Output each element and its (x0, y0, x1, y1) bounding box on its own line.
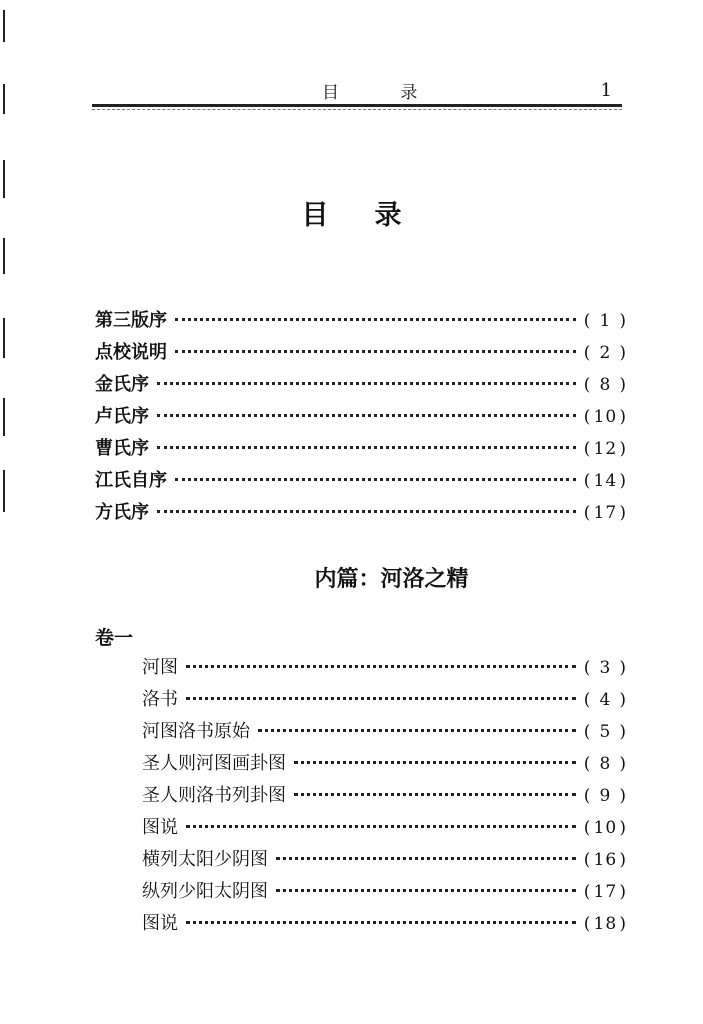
toc-page-number: 12 (593, 439, 618, 459)
toc-entry (142, 781, 627, 813)
toc-entry-label: 图说 (142, 817, 178, 838)
toc-page-number: 1 (599, 311, 612, 331)
toc-page-number: 18 (593, 914, 618, 934)
binding-mark (3, 84, 5, 114)
dot-leader (175, 350, 576, 353)
toc-entry-page: ( 5 ) (583, 722, 627, 742)
dot-leader (258, 729, 576, 732)
toc-page-number: 10 (593, 407, 618, 427)
toc-page-number: 16 (593, 850, 618, 870)
toc-entry (95, 338, 627, 370)
toc-entry (142, 909, 627, 941)
toc-entry-page: ( 14 ) (583, 471, 627, 491)
binding-mark (3, 398, 5, 436)
page-title: 目录 (301, 200, 448, 231)
toc-entry (95, 402, 627, 434)
toc-entry-label: 金氏序 (95, 374, 149, 395)
toc-entry-label: 河图洛书原始 (142, 721, 250, 742)
dot-leader (157, 446, 576, 449)
toc-entry (95, 306, 627, 338)
toc-entry-label: 点校说明 (95, 342, 167, 363)
toc-page-number: 5 (599, 722, 612, 742)
toc-entry (95, 466, 627, 498)
toc-entry-label: 纵列少阳太阴图 (142, 881, 268, 902)
volume-label: 卷一 (95, 627, 134, 649)
toc-entry-label: 横列太阳少阴图 (142, 849, 268, 870)
binding-mark (3, 318, 5, 358)
toc-page-number: 4 (599, 690, 612, 710)
toc-entry-page: ( 1 ) (583, 311, 627, 331)
toc-entry (142, 845, 627, 877)
toc-entry-page: ( 17 ) (583, 503, 627, 523)
toc-entry-page: ( 10 ) (583, 407, 627, 427)
dot-leader (186, 665, 576, 668)
dot-leader (186, 825, 576, 828)
toc-page-number: 2 (599, 343, 612, 363)
toc-entry (95, 370, 627, 402)
toc-entry-page: ( 12 ) (583, 439, 627, 459)
dot-leader (294, 793, 576, 796)
binding-mark (3, 238, 5, 274)
dot-leader (186, 697, 576, 700)
toc-page-number: 17 (593, 503, 618, 523)
dot-leader (276, 889, 576, 892)
toc-entry-page: ( 4 ) (583, 690, 627, 710)
dot-leader (276, 857, 576, 860)
toc-entry-label: 江氏自序 (95, 470, 167, 491)
toc-entry-label: 第三版序 (95, 310, 167, 331)
dot-leader (294, 761, 576, 764)
header-rule-secondary (92, 109, 622, 110)
running-head-title: 目 录 (322, 83, 446, 103)
toc-entry-label: 方氏序 (95, 502, 149, 523)
toc-entry-label: 曹氏序 (95, 438, 149, 459)
toc-entry-page: ( 8 ) (583, 754, 627, 774)
toc-entry (142, 717, 627, 749)
toc-page-number: 8 (599, 375, 612, 395)
toc-entry-page: ( 16 ) (583, 850, 627, 870)
dot-leader (175, 478, 576, 481)
toc-entry (142, 685, 627, 717)
dot-leader (157, 382, 576, 385)
section-title: 内篇：河洛之精 (314, 567, 469, 592)
running-head (92, 76, 622, 103)
volume-entry-list (142, 653, 627, 941)
binding-mark (3, 470, 5, 512)
toc-entry (142, 653, 627, 685)
toc-entry (95, 434, 627, 466)
toc-entry-page: ( 2 ) (583, 343, 627, 363)
toc-entry (142, 877, 627, 909)
binding-mark (3, 10, 5, 42)
toc-entry-page: ( 8 ) (583, 375, 627, 395)
header-rule (92, 104, 622, 107)
dot-leader (157, 414, 576, 417)
toc-page-number: 10 (593, 818, 618, 838)
toc-entry-label: 圣人则洛书列卦图 (142, 785, 286, 806)
dot-leader (186, 921, 576, 924)
toc-entry-label: 圣人则河图画卦图 (142, 753, 286, 774)
dot-leader (157, 510, 576, 513)
toc-entry-label: 河图 (142, 657, 178, 678)
toc-page-number: 3 (599, 658, 612, 678)
toc-entry-label: 卢氏序 (95, 406, 149, 427)
dot-leader (175, 318, 576, 321)
toc-page-number: 8 (599, 754, 612, 774)
toc-entry-page: ( 17 ) (583, 882, 627, 902)
toc-entry-label: 洛书 (142, 689, 178, 710)
page-number: 1 (600, 80, 612, 101)
toc-entry-page: ( 9 ) (583, 786, 627, 806)
toc-entry-page: ( 18 ) (583, 914, 627, 934)
toc-entry-label: 图说 (142, 913, 178, 934)
toc-entry-page: ( 3 ) (583, 658, 627, 678)
toc-entry (142, 813, 627, 845)
toc-entry (95, 498, 627, 530)
toc-page-number: 17 (593, 882, 618, 902)
toc-page-number: 9 (599, 786, 612, 806)
toc-entry-page: ( 10 ) (583, 818, 627, 838)
front-matter-list (95, 306, 627, 530)
toc-page-number: 14 (593, 471, 618, 491)
toc-entry (142, 749, 627, 781)
